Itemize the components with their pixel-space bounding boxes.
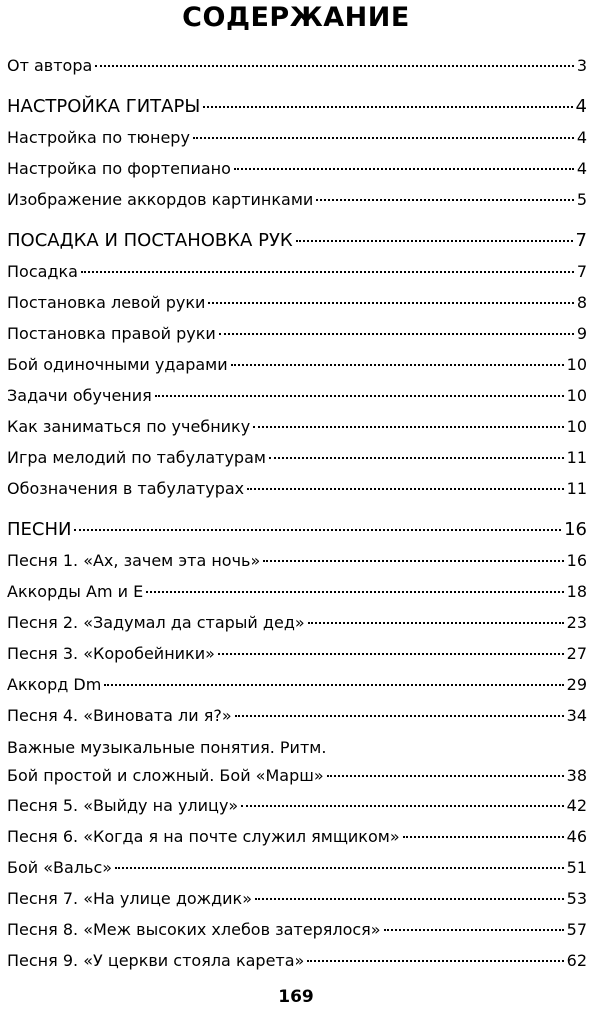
toc-entry-label: Изображение аккордов картинками: [7, 190, 314, 209]
table-of-contents: [7, 50, 587, 976]
toc-section-page: 7: [575, 230, 587, 251]
dot-leader: [296, 240, 573, 242]
toc-entry-page: 10: [566, 386, 587, 405]
toc-entry-page: 57: [566, 920, 587, 939]
toc-entry-label: Важные музыкальные понятия. Ритм.: [7, 738, 327, 757]
toc-entry: [7, 576, 587, 607]
toc-entry-page: 4: [576, 128, 587, 147]
dot-leader: [208, 302, 573, 304]
toc-entry-second-line: [7, 762, 587, 790]
toc-entry-page: 46: [566, 827, 587, 846]
toc-entry-label-continued: Бой простой и сложный. Бой «Марш»: [7, 766, 324, 785]
dot-leader: [263, 560, 563, 562]
toc-entry-label: Песня 2. «Задумал да старый дед»: [7, 613, 305, 632]
toc-entry: [7, 545, 587, 576]
toc-entry-label: Посадка: [7, 262, 78, 281]
toc-entry-label: Как заниматься по учебнику: [7, 417, 251, 436]
toc-entry: [7, 411, 587, 442]
toc-entry-label: Игра мелодий по табулатурам: [7, 448, 266, 467]
toc-entry-label: Настройка по фортепиано: [7, 159, 231, 178]
dot-leader: [203, 106, 572, 108]
toc-section: [7, 514, 587, 545]
toc-entry-page: 8: [576, 293, 587, 312]
toc-entry: [7, 473, 587, 504]
toc-entry: [7, 50, 587, 81]
toc-entry-label: Задачи обучения: [7, 386, 152, 405]
dot-leader: [81, 271, 574, 273]
toc-entry: [7, 914, 587, 945]
toc-entry-label: От автора: [7, 56, 93, 75]
toc-entry-page: 7: [576, 262, 587, 281]
toc-entry-label: Песня 1. «Ах, зачем эта ночь»: [7, 551, 261, 570]
dot-leader: [104, 684, 563, 686]
toc-entry-page: 3: [576, 56, 587, 75]
dot-leader: [234, 168, 574, 170]
dot-leader: [269, 457, 564, 459]
toc-entry-page: 38: [566, 766, 587, 785]
toc-entry: [7, 287, 587, 318]
toc-entry-page: 29: [566, 675, 587, 694]
toc-entry: [7, 442, 587, 473]
page-title: СОДЕРЖАНИЕ: [182, 2, 410, 33]
toc-entry-label: Настройка по тюнеру: [7, 128, 190, 147]
dot-leader: [146, 591, 563, 593]
toc-entry: [7, 349, 587, 380]
toc-entry-label: Обозначения в табулатурах: [7, 479, 245, 498]
dot-leader: [95, 65, 574, 67]
toc-entry: [7, 184, 587, 215]
toc-entry-label: Постановка левой руки: [7, 293, 206, 312]
toc-section: [7, 91, 587, 122]
toc-entry: [7, 607, 587, 638]
toc-entry-page: 5: [576, 190, 587, 209]
page-number: 169: [278, 987, 314, 1007]
toc-entry-page: 18: [566, 582, 587, 601]
toc-section-label: ПЕСНИ: [7, 519, 72, 540]
toc-entry-label: Аккорд Dm: [7, 675, 102, 694]
toc-entry-page: 27: [566, 644, 587, 663]
toc-entry: [7, 153, 587, 184]
dot-leader: [241, 805, 563, 807]
toc-entry-page: 16: [566, 551, 587, 570]
toc-entry-page: 23: [566, 613, 587, 632]
toc-entry-label: Песня 9. «У церкви стояла карета»: [7, 951, 305, 970]
toc-entry-label: Бой одиночными ударами: [7, 355, 228, 374]
toc-entry-label: Песня 4. «Виновата ли я?»: [7, 706, 232, 725]
toc-entry-page: 4: [576, 159, 587, 178]
dot-leader: [231, 364, 564, 366]
dot-leader: [219, 333, 574, 335]
dot-leader: [235, 715, 564, 717]
toc-entry-page: 62: [566, 951, 587, 970]
toc-entry-label: Постановка правой руки: [7, 324, 216, 343]
dot-leader: [218, 653, 564, 655]
toc-entry: [7, 852, 587, 883]
toc-entry: [7, 122, 587, 153]
toc-entry-label: Бой «Вальс»: [7, 858, 113, 877]
toc-entry: [7, 883, 587, 914]
toc-entry-page: 11: [566, 479, 587, 498]
dot-leader: [115, 867, 564, 869]
dot-leader: [255, 898, 564, 900]
toc-entry-page: 53: [566, 889, 587, 908]
toc-entry-page: 34: [566, 706, 587, 725]
dot-leader: [193, 137, 574, 139]
dot-leader: [403, 836, 564, 838]
toc-section-label: НАСТРОЙКА ГИТАРЫ: [7, 96, 201, 117]
toc-entry: [7, 256, 587, 287]
toc-entry-label: Песня 6. «Когда я на почте служил ямщиком»: [7, 827, 400, 846]
dot-leader: [74, 529, 561, 531]
dot-leader: [247, 488, 564, 490]
dot-leader: [316, 199, 573, 201]
toc-section-page: 4: [575, 96, 587, 117]
toc-entry: [7, 700, 587, 731]
dot-leader: [253, 426, 563, 428]
toc-entry-label: Песня 5. «Выйду на улицу»: [7, 796, 239, 815]
dot-leader: [155, 395, 564, 397]
toc-entry: [7, 380, 587, 411]
dot-leader: [307, 960, 563, 962]
toc-entry: [7, 790, 587, 821]
toc-entry: [7, 638, 587, 669]
toc-entry-label: Аккорды Am и E: [7, 582, 144, 601]
toc-entry: [7, 669, 587, 700]
toc-entry-page: 9: [576, 324, 587, 343]
toc-entry-label: Песня 3. «Коробейники»: [7, 644, 215, 663]
toc-entry-label: Песня 7. «На улице дождик»: [7, 889, 252, 908]
dot-leader: [384, 929, 564, 931]
toc-section: [7, 225, 587, 256]
toc-entry-page: 42: [566, 796, 587, 815]
toc-entry-label: Песня 8. «Меж высоких хлебов затерялося»: [7, 920, 381, 939]
toc-entry-page: 11: [566, 448, 587, 467]
dot-leader: [327, 775, 564, 777]
toc-entry: [7, 821, 587, 852]
toc-entry-multiline: [7, 731, 587, 790]
toc-entry-page: 51: [566, 858, 587, 877]
toc-entry: [7, 945, 587, 976]
toc-entry-page: 10: [566, 355, 587, 374]
toc-section-label: ПОСАДКА И ПОСТАНОВКА РУК: [7, 230, 293, 251]
toc-entry-page: 10: [566, 417, 587, 436]
toc-entry: [7, 318, 587, 349]
toc-section-page: 16: [564, 519, 587, 540]
dot-leader: [308, 622, 564, 624]
